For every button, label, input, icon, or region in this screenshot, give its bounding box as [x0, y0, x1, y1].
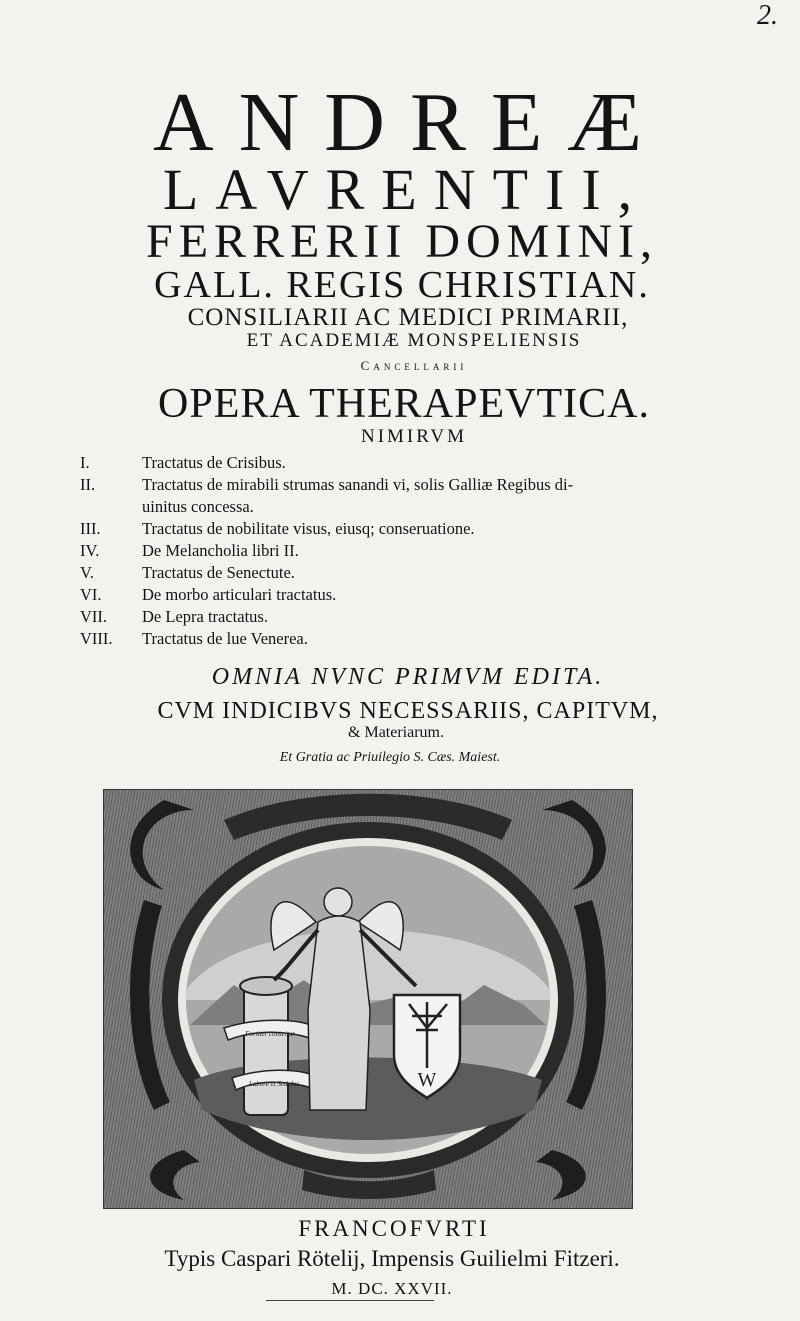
contents-list [80, 452, 680, 650]
indices-note: CVM INDICIBVS NECESSARIIS, CAPITVM, [157, 698, 659, 724]
work-subtitle: NIMIRVM [360, 426, 468, 447]
contents-text: Tractatus de mirabili strumas sanandi vi, solis Galliæ Regibus di- [142, 475, 574, 494]
contents-text: Tractatus de Senectute. [142, 563, 295, 582]
contents-number: VI. [80, 585, 102, 604]
contents-text: De Melancholia libri II. [142, 541, 299, 560]
imprint-place: FRANCOFVRTI [298, 1216, 490, 1241]
contents-item [80, 584, 680, 606]
contents-text: De morbo articulari tractatus. [142, 585, 337, 604]
shield-letter: W [417, 1069, 437, 1091]
engraving-illustration [104, 790, 632, 1208]
contents-text: Tractatus de lue Venerea. [142, 629, 308, 648]
author-line-3: FERRERII DOMINI, [146, 215, 658, 268]
contents-number: VII. [80, 607, 108, 626]
contents-item [80, 452, 680, 474]
angel-head [324, 888, 352, 916]
contents-number: IV. [80, 541, 100, 560]
author-line-4: GALL. REGIS CHRISTIAN. [154, 264, 650, 306]
contents-number: I. [80, 453, 90, 472]
author-line-1: ANDREÆ [152, 76, 667, 169]
contents-number: V. [80, 563, 94, 582]
contents-item [80, 628, 680, 650]
contents-text: De Lepra tractatus. [142, 607, 268, 626]
contents-text: Tractatus de Crisibus. [142, 453, 286, 472]
folio-number: 2. [757, 0, 778, 31]
author-line-6: ET ACADEMIÆ MONSPELIENSIS [246, 330, 582, 351]
privilege-note: Et Gratia ac Priuilegio S. Cæs. Maiest. [279, 750, 501, 765]
edita-note: OMNIA NVNC PRIMVM EDITA. [211, 664, 605, 690]
work-title: OPERA THERAPEVTICA. [158, 381, 650, 427]
imprint-printer: Typis Caspari Rötelij, Impensis Guilielmi Fitzeri. [164, 1246, 620, 1271]
scroll-motto-1: Fortiter conscitur [245, 1030, 295, 1038]
author-line-7: Cancellarii [360, 358, 468, 373]
author-line-5: CONSILIARII AC MEDICI PRIMARII, [187, 304, 629, 331]
materiarum-note: & Materiarum. [348, 724, 444, 741]
angel-robe [308, 916, 370, 1110]
contents-number: II. [80, 475, 96, 494]
contents-item [80, 474, 680, 518]
printer-mark-engraving [103, 789, 633, 1209]
contents-text: Tractatus de nobilitate visus, eiusq; conseruatione. [142, 519, 475, 538]
contents-number: III. [80, 519, 101, 538]
author-line-2: LAVRENTII, [162, 157, 650, 222]
contents-item [80, 606, 680, 628]
contents-item [80, 518, 680, 540]
contents-text-continued: uinitus concessa. [142, 497, 254, 516]
year-rule [266, 1300, 434, 1301]
contents-item [80, 562, 680, 584]
pillar [244, 985, 288, 1115]
scroll-motto-2: Labore et Sedulus [248, 1080, 300, 1088]
imprint-year: M. DC. XXVII. [331, 1279, 453, 1298]
contents-number: VIII. [80, 629, 113, 648]
pillar-capital [240, 977, 292, 995]
contents-item [80, 540, 680, 562]
